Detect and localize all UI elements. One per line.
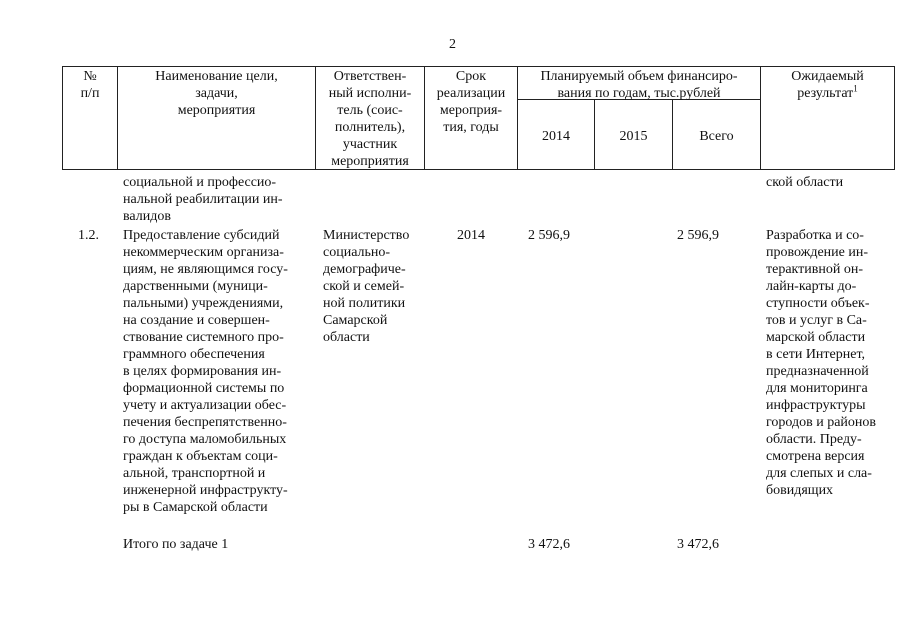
header-bottom-border — [62, 169, 895, 170]
page-number: 2 — [449, 37, 456, 52]
table-header — [62, 66, 895, 170]
header-col-total: Всего — [699, 129, 734, 144]
row-name: Предоставление субсидий некоммерческим организа- циям, не являющимся госу- дарственными (муници- пальными) учреждениями, на создание и совершен- ствование системного про- граммного обеспечения в целях формирования ин- формационной системы по учету и актуализации обес- печения беспрепятственно- го доступа маломобильных граждан к объектам соци- альной, транспортной и инженерной инфраструкту- ры в Самарской области — [123, 228, 288, 515]
footnote-mark: 1 — [853, 83, 858, 94]
header-col-responsible: Ответствен- ный исполни- тель (соис- полнитель), участник мероприятия — [328, 69, 412, 169]
total-value-2014: 3 472,6 — [528, 537, 570, 552]
row-value-2014: 2 596,9 — [528, 228, 570, 243]
total-label: Итого по задаче 1 — [123, 537, 229, 552]
header-col-result: Ожидаемый результат$^1$ — [791, 69, 864, 101]
continuation-result: ской области — [766, 175, 844, 190]
header-col-term: Срок реализации мероприя- тия, годы — [436, 69, 506, 135]
row-result: Разработка и со- провождение ин- терактивной он- лайн-карты до- ступности объек- тов и услуг в Са- марской области в сети Интернет, предназначенной для мониторинга инфраструктуры городов и районов области. Преду- смотрена версия для слепых и сла- бовидящих — [766, 228, 877, 498]
header-top-border — [62, 66, 895, 67]
row-value-total: 2 596,9 — [677, 228, 719, 243]
header-col-2014: 2014 — [542, 129, 570, 144]
header-col-2015: 2015 — [619, 129, 648, 144]
continuation-name: социальной и профессио- нальной реабилитации ин- валидов — [123, 175, 283, 224]
header-col-number: № п/п — [80, 69, 100, 101]
row-term: 2014 — [457, 228, 485, 243]
vline-8 — [894, 66, 895, 170]
header-col-name: Наименование цели, задачи, мероприятия — [155, 69, 278, 118]
row-number: 1.2. — [78, 228, 99, 243]
row-responsible: Министерство социально- демографиче- ской и семей- ной политики Самарской области — [323, 228, 410, 345]
header-col-plan: Планируемый объем финансиро- вания по годам, тыс.рублей — [540, 69, 738, 101]
total-value-total: 3 472,6 — [677, 537, 719, 552]
